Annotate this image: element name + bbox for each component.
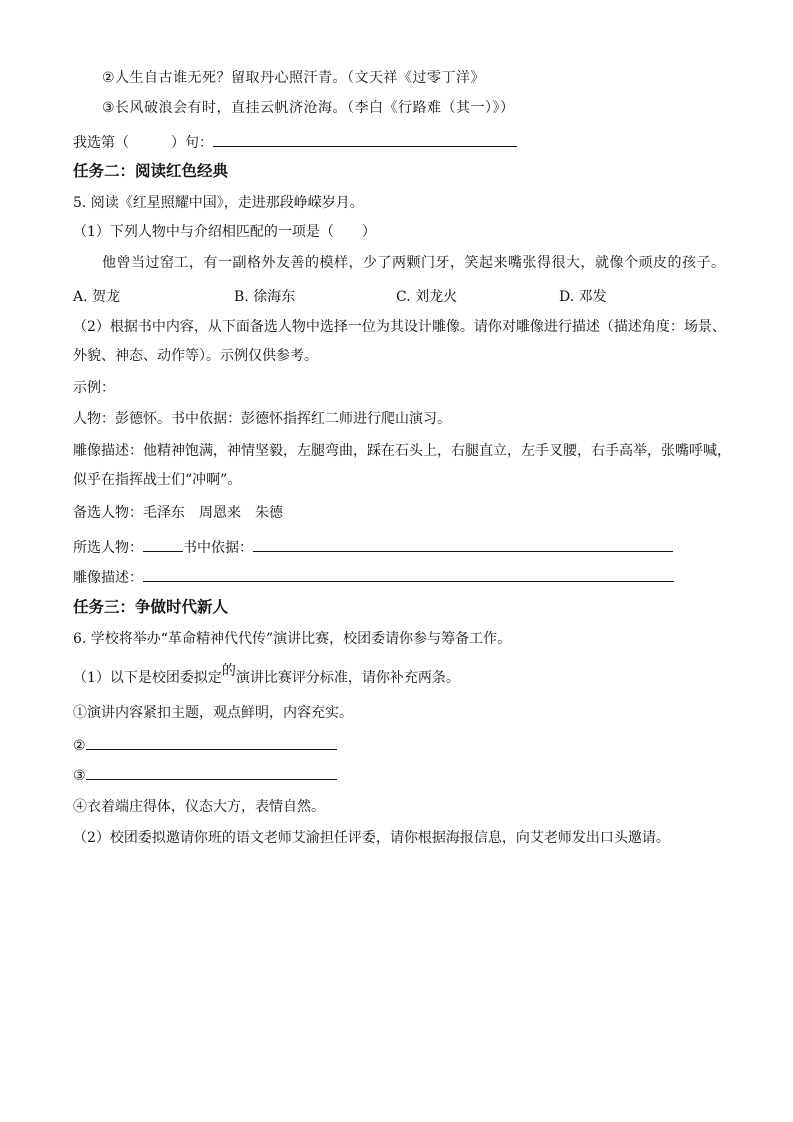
- criterion-3-blank[interactable]: [86, 764, 337, 780]
- statue-desc-line: [73, 566, 674, 588]
- example-label: 示例：: [73, 380, 115, 396]
- statue-desc-label: 雕像描述：: [73, 570, 143, 586]
- question-6-2-stem: （2）校团委拟邀请你班的语文老师艾渝担任评委，请你根据海报信息，向艾老师发出口头邀请。: [73, 830, 670, 846]
- question-6-stem: 6. 学校将举办“革命精神代代传”演讲比赛，校团委请你参与筹备工作。: [73, 631, 512, 647]
- book-basis-label: 书中依据：: [183, 540, 253, 556]
- criterion-2-blank[interactable]: [86, 734, 337, 750]
- sentence-answer-blank[interactable]: [213, 131, 517, 147]
- poem-option-3: ③长风破浪会有时，直挂云帆济沧海。（李白《行路难（其一）》）: [102, 100, 515, 116]
- criterion-3-marker: ③: [73, 768, 86, 784]
- statue-desc-blank[interactable]: [143, 566, 674, 582]
- question-5-2-stem-line2: 外貌、神态、动作等）。示例仅供参考。: [73, 348, 318, 364]
- criterion-2-line: [73, 734, 337, 756]
- option-c[interactable]: C. 刘龙火: [396, 289, 458, 305]
- selected-person-blank[interactable]: [143, 536, 183, 552]
- choice-prefix: 我选第（: [73, 135, 129, 151]
- question-5-stem: 5. 阅读《红星照耀中国》，走进那段峥嵘岁月。: [73, 195, 364, 211]
- option-a[interactable]: A. 贺龙: [73, 289, 121, 305]
- question-5-1-options: [73, 287, 713, 307]
- selected-person-line: [73, 536, 673, 558]
- criterion-2-marker: ②: [73, 738, 86, 754]
- question-6-1-stem-b: 演讲比赛评分标准，请你补充两条。: [235, 670, 460, 686]
- selected-person-label: 所选人物：: [73, 540, 143, 556]
- task2-title: 任务二：阅读红色经典: [73, 162, 229, 180]
- criterion-3-line: [73, 764, 337, 786]
- example-person: 人物：彭德怀。书中依据：彭德怀指挥红二师进行爬山演习。: [73, 411, 451, 427]
- question-6-1-stem-de: 的: [221, 663, 236, 679]
- choice-mid: ）句：: [171, 135, 213, 151]
- option-d[interactable]: D. 邓发: [559, 289, 607, 305]
- option-b[interactable]: B. 徐海东: [234, 289, 296, 305]
- question-6-1-stem-a: （1）以下是校团委拟定: [73, 670, 222, 686]
- task3-title: 任务三：争做时代新人: [73, 598, 229, 616]
- candidate-persons: 备选人物：毛泽东 周恩来 朱德: [73, 505, 283, 521]
- criterion-1: ①演讲内容紧扣主题，观点鲜明，内容充实。: [73, 705, 353, 721]
- choice-line: [73, 131, 517, 153]
- example-desc-line2: 似乎在指挥战士们“冲啊”。: [73, 472, 242, 488]
- poem-option-2: ②人生自古谁无死？留取丹心照汗青。（文天祥《过零丁洋》: [102, 70, 486, 86]
- question-5-1-quote: 他曾当过窑工，有一副格外友善的模样，少了两颗门牙，笑起来嘴张得很大，就像个顽皮的孩子。: [102, 255, 726, 271]
- example-desc-line1: 雕像描述：他精神饱满，神情坚毅，左腿弯曲，踩在石头上，右腿直立，左手叉腰，右手高举，张嘴呼喊，: [73, 443, 731, 459]
- book-basis-blank[interactable]: [253, 536, 673, 552]
- question-5-2-stem-line1: （2）根据书中内容，从下面备选人物中选择一位为其设计雕像。请你对雕像进行描述（描述角度：场景、: [73, 319, 726, 335]
- question-6-1-stem: [73, 663, 460, 688]
- question-5-1-stem: （1）下列人物中与介绍相匹配的一项是（ ）: [73, 224, 376, 240]
- criterion-4: ④衣着端庄得体，仪态大方，表情自然。: [73, 799, 325, 815]
